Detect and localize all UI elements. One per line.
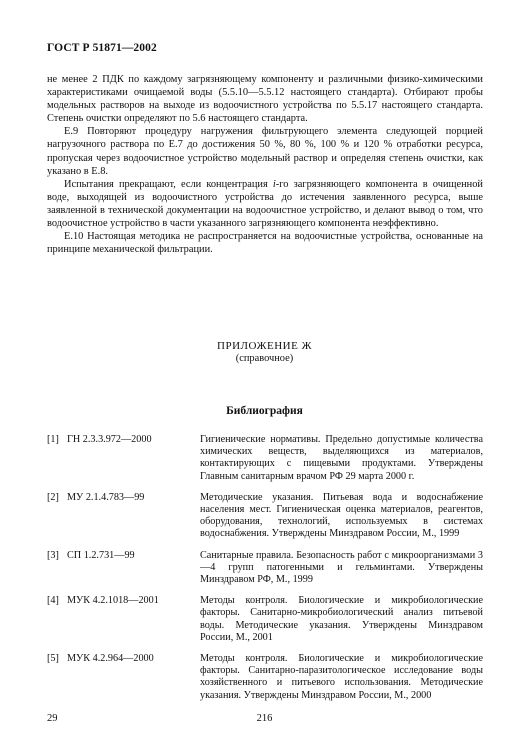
bibliography-entry [47,550,483,587]
appendix-block [0,340,529,364]
bibliography-entry [47,653,483,702]
appendix-title: ПРИЛОЖЕНИЕ Ж [217,340,312,352]
entry-code: МУ 2.1.4.783—99 [67,491,145,503]
appendix-subtitle: (справочное) [235,353,294,364]
entry-number: [3] [47,549,59,561]
paragraph-text: -го загрязняющего компонента в очищенной воде, выходящей из водоочистного устройства до истечения заявленного ресурса, выше заявленной в технической документации на водоочистное устройство, и делают вывод о том, что водоочистное устройство в части указанного загрязняющего компонента неэффективно. [47,178,483,230]
paragraph-e10: Е.10 Настоящая методика не распространяется на водоочистные устройства, основанные на принципе механической фильтрации. [47,231,483,256]
entry-description: Гигиенические нормативы. Предельно допустимые количества химических веществ, выделяющихся из материалов, контактирующих с пищевыми продуктами. Утверждены Главным санитарным врачом РФ 29 марта 2000 г. [200,434,483,482]
entry-code: МУК 4.2.1018—2001 [67,595,159,607]
bibliography-heading: Библиография [226,405,303,417]
entry-description: Методы контроля. Биологические и микробиологические факторы. Санитарно-микробиологический анализ питьевой воды. Методические указания. Утверждены Минздравом России, М., 2001 [200,595,483,643]
bibliography-list [47,434,483,711]
entry-description: Санитарные правила. Безопасность работ с микроорганизмами 3—4 групп патогенными и гельминтами. Утверждены Минздравом РФ, М., 1999 [200,549,483,586]
page-header: ГОСТ Р 51871—2002 [47,42,157,54]
page-number-center: 216 [256,713,273,724]
entry-code: МУК 4.2.964—2000 [67,653,154,665]
italic-index: i [272,178,276,190]
entry-number: [4] [47,595,59,607]
body-text [47,73,483,256]
page-number-left: 29 [47,713,58,724]
paragraph-text: Испытания прекращают, если концентрация [64,178,273,190]
paragraph-tests-stop [47,178,483,230]
entry-description: Методы контроля. Биологические и микробиологические факторы. Санитарно-паразитологическое исследование воды хозяйственного и питьевого использования. Методические указания. Утверждены Минздравом России, М., 2000 [200,653,483,701]
entry-number: [1] [47,434,59,445]
entry-description: Методические указания. Питьевая вода и водоснабжение населения мест. Гигиеническая оценка материалов, реагентов, оборудования, технологий, используемых в системах водоснабжения. Утверждены Минздравом России, М., 1999 [200,491,483,540]
entry-number: [2] [47,491,59,503]
paragraph-1: не менее 2 ПДК по каждому загрязняющему компоненту и различными физико-химическими характеристиками очищаемой воды (5.5.10—5.5.12 настоящего стандарта). Отбирают пробы модельных растворов на выходе из водоочистного устройства по 5.5.17 настоящего стандарта. Степень очистки определяют по 5.6 настоящего стандарта. [47,74,483,125]
bibliography-entry [47,434,483,483]
entry-code: СП 1.2.731—99 [67,549,135,561]
entry-number: [5] [47,653,59,665]
paragraph-e9: Е.9 Повторяют процедуру нагружения фильтрующего элемента следующей порцией нагрузочного раствора по Е.7 до достижения 50 %, 80 %, 100 % и 120 % отработки ресурса, пропуская через водоочистное устройство модельный раствор и определяя степень очистки, как указано в Е.8. [47,126,483,177]
bibliography-entry [47,492,483,541]
bibliography-entry [47,595,483,644]
entry-code: ГН 2.3.3.972—2000 [67,434,152,445]
